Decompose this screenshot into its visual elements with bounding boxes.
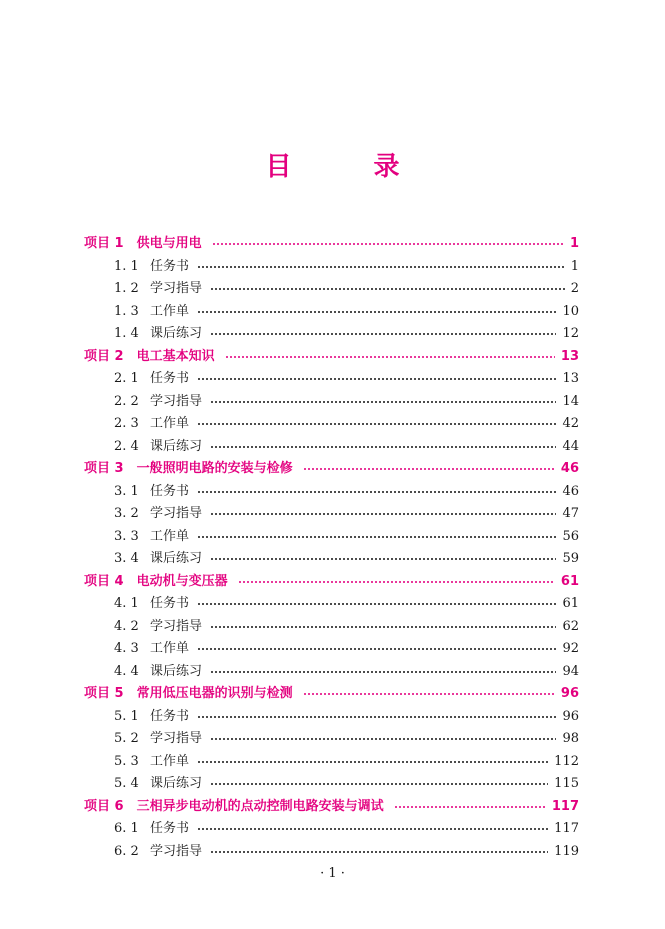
toc-chapter-row[interactable]	[0, 233, 665, 256]
dot-leader	[210, 667, 556, 677]
dot-leader	[210, 442, 556, 452]
section-heading	[114, 323, 202, 346]
section-page: 117	[554, 821, 579, 836]
section-number: 1. 2	[114, 281, 139, 296]
section-number: 5. 1	[114, 708, 139, 724]
toc-chapter-row[interactable]	[0, 346, 665, 369]
toc-section-row[interactable]	[0, 841, 665, 864]
section-page: 46	[562, 483, 579, 499]
chapter-title: 三相异步电动机的点动控制电路安装与调试	[136, 798, 384, 814]
section-number: 2. 4	[114, 438, 139, 454]
chapter-title: 一般照明电路的安装与检修	[136, 461, 293, 476]
dot-leader	[210, 622, 556, 632]
chapter-label: 项目 4	[84, 573, 124, 589]
toc-section-row[interactable]	[0, 256, 665, 279]
section-number: 4. 4	[114, 663, 139, 679]
toc-section-row[interactable]	[0, 661, 665, 684]
toc-section-row[interactable]	[0, 391, 665, 414]
section-heading	[114, 413, 189, 436]
section-title: 任务书	[150, 258, 190, 274]
section-title: 工作单	[150, 641, 190, 656]
toc-section-row[interactable]	[0, 773, 665, 796]
section-number: 1. 4	[114, 326, 139, 341]
section-page: 1	[570, 258, 579, 274]
chapter-page: 61	[560, 573, 579, 589]
toc-section-row[interactable]	[0, 728, 665, 751]
dot-leader	[197, 307, 556, 317]
section-number: 1. 3	[114, 303, 139, 319]
dot-leader	[197, 487, 556, 497]
section-page: 94	[562, 663, 579, 679]
section-heading	[114, 661, 202, 684]
section-title: 学习指导	[150, 506, 203, 521]
section-heading	[114, 526, 189, 549]
section-page: 112	[554, 753, 579, 769]
toc-section-row[interactable]	[0, 481, 665, 504]
toc-section-row[interactable]	[0, 436, 665, 459]
dot-leader	[197, 262, 565, 272]
toc-section-row[interactable]	[0, 706, 665, 729]
section-heading	[114, 593, 189, 616]
chapter-title: 电动机与变压器	[136, 573, 228, 589]
dot-leader	[210, 397, 556, 407]
chapter-title: 供电与用电	[136, 236, 202, 251]
section-title: 任务书	[150, 708, 190, 724]
chapter-heading	[84, 346, 215, 369]
dot-leader	[197, 599, 556, 609]
toc-section-row[interactable]	[0, 751, 665, 774]
section-page: 62	[562, 618, 579, 634]
section-heading	[114, 616, 202, 639]
section-heading	[114, 436, 202, 459]
section-page: 96	[562, 708, 579, 724]
table-of-contents	[0, 233, 665, 863]
section-number: 2. 3	[114, 416, 139, 431]
toc-section-row[interactable]	[0, 593, 665, 616]
section-heading	[114, 773, 202, 796]
dot-leader	[225, 352, 555, 362]
section-number: 3. 3	[114, 528, 139, 544]
dot-leader	[394, 802, 546, 812]
chapter-label: 项目 6	[84, 798, 124, 814]
section-heading	[114, 638, 189, 661]
dot-leader	[212, 239, 564, 249]
toc-section-row[interactable]	[0, 526, 665, 549]
toc-chapter-row[interactable]	[0, 571, 665, 594]
chapter-heading	[84, 571, 228, 594]
toc-section-row[interactable]	[0, 368, 665, 391]
section-title: 工作单	[150, 303, 190, 319]
section-number: 4. 2	[114, 618, 139, 634]
section-number: 3. 1	[114, 483, 139, 499]
section-title: 学习指导	[150, 731, 203, 746]
page-number: · 1 ·	[320, 866, 345, 881]
section-title: 任务书	[150, 371, 190, 386]
chapter-title: 常用低压电器的识别与检测	[136, 686, 293, 701]
chapter-heading	[84, 458, 293, 481]
chapter-heading	[84, 683, 293, 706]
section-heading	[114, 301, 189, 324]
section-number: 5. 4	[114, 776, 139, 791]
section-heading	[114, 548, 202, 571]
toc-section-row[interactable]	[0, 413, 665, 436]
chapter-title: 电工基本知识	[136, 348, 215, 364]
section-title: 学习指导	[150, 393, 203, 409]
chapter-heading	[84, 233, 202, 256]
toc-section-row[interactable]	[0, 323, 665, 346]
chapter-page: 1	[569, 236, 579, 251]
dot-leader	[197, 757, 548, 767]
section-title: 工作单	[150, 416, 190, 431]
section-heading	[114, 503, 202, 526]
section-page: 47	[562, 506, 579, 521]
toc-chapter-row[interactable]	[0, 796, 665, 819]
section-title: 学习指导	[150, 618, 203, 634]
chapter-label: 项目 3	[84, 461, 124, 476]
section-number: 5. 3	[114, 753, 139, 769]
dot-leader	[197, 374, 556, 384]
dot-leader	[210, 329, 556, 339]
section-page: 115	[554, 776, 579, 791]
toc-chapter-row[interactable]	[0, 683, 665, 706]
section-title: 课后练习	[150, 438, 203, 454]
section-heading	[114, 818, 189, 841]
section-heading	[114, 481, 189, 504]
section-number: 6. 1	[114, 821, 139, 836]
section-heading	[114, 368, 189, 391]
section-number: 3. 4	[114, 551, 139, 566]
section-title: 任务书	[150, 821, 190, 836]
section-page: 13	[562, 371, 579, 386]
dot-leader	[197, 824, 548, 834]
section-number: 6. 2	[114, 843, 139, 859]
section-page: 14	[562, 393, 579, 409]
section-title: 工作单	[150, 528, 190, 544]
dot-leader	[210, 554, 556, 564]
chapter-label: 项目 2	[84, 348, 124, 364]
section-title: 课后练习	[150, 776, 203, 791]
toc-section-row[interactable]	[0, 503, 665, 526]
section-page: 12	[562, 326, 579, 341]
toc-section-row[interactable]	[0, 638, 665, 661]
dot-leader	[197, 419, 556, 429]
section-number: 2. 2	[114, 393, 139, 409]
dot-leader	[197, 644, 556, 654]
section-heading	[114, 256, 189, 279]
toc-chapter-row[interactable]	[0, 458, 665, 481]
section-number: 2. 1	[114, 371, 139, 386]
dot-leader	[210, 509, 556, 519]
section-title: 任务书	[150, 596, 190, 611]
chapter-page: 96	[560, 686, 579, 701]
section-page: 61	[562, 596, 579, 611]
chapter-label: 项目 5	[84, 686, 124, 701]
section-heading	[114, 728, 202, 751]
toc-section-row[interactable]	[0, 818, 665, 841]
dot-leader	[210, 779, 548, 789]
section-title: 学习指导	[150, 843, 203, 859]
section-heading	[114, 278, 202, 301]
section-page: 10	[562, 303, 579, 319]
section-number: 1. 1	[114, 258, 139, 274]
section-page: 59	[562, 551, 579, 566]
section-number: 5. 2	[114, 731, 139, 746]
section-page: 92	[562, 641, 579, 656]
section-heading	[114, 706, 189, 729]
section-number: 3. 2	[114, 506, 139, 521]
section-title: 工作单	[150, 753, 190, 769]
chapter-page: 117	[551, 798, 579, 814]
dot-leader	[197, 532, 556, 542]
toc-section-row[interactable]	[0, 278, 665, 301]
chapter-page: 46	[560, 461, 579, 476]
section-page: 44	[562, 438, 579, 454]
dot-leader	[303, 464, 555, 474]
toc-section-row[interactable]	[0, 548, 665, 571]
section-page: 2	[570, 281, 579, 296]
chapter-label: 项目 1	[84, 236, 124, 251]
section-page: 42	[562, 416, 579, 431]
dot-leader	[210, 284, 565, 294]
toc-section-row[interactable]	[0, 616, 665, 639]
section-title: 课后练习	[150, 551, 203, 566]
section-number: 4. 1	[114, 596, 139, 611]
section-page: 56	[562, 528, 579, 544]
dot-leader	[238, 577, 555, 587]
chapter-heading	[84, 796, 384, 819]
section-title: 任务书	[150, 483, 190, 499]
dot-leader	[210, 734, 556, 744]
dot-leader	[210, 847, 548, 857]
section-page: 119	[554, 843, 579, 859]
section-number: 4. 3	[114, 641, 139, 656]
section-heading	[114, 391, 202, 414]
section-heading	[114, 751, 189, 774]
toc-section-row[interactable]	[0, 301, 665, 324]
section-title: 学习指导	[150, 281, 203, 296]
chapter-page: 13	[560, 348, 579, 364]
page-title: 目 录	[265, 152, 428, 182]
dot-leader	[197, 712, 556, 722]
section-title: 课后练习	[150, 663, 203, 679]
section-heading	[114, 841, 202, 864]
section-title: 课后练习	[150, 326, 203, 341]
section-page: 98	[562, 731, 579, 746]
dot-leader	[303, 689, 555, 699]
